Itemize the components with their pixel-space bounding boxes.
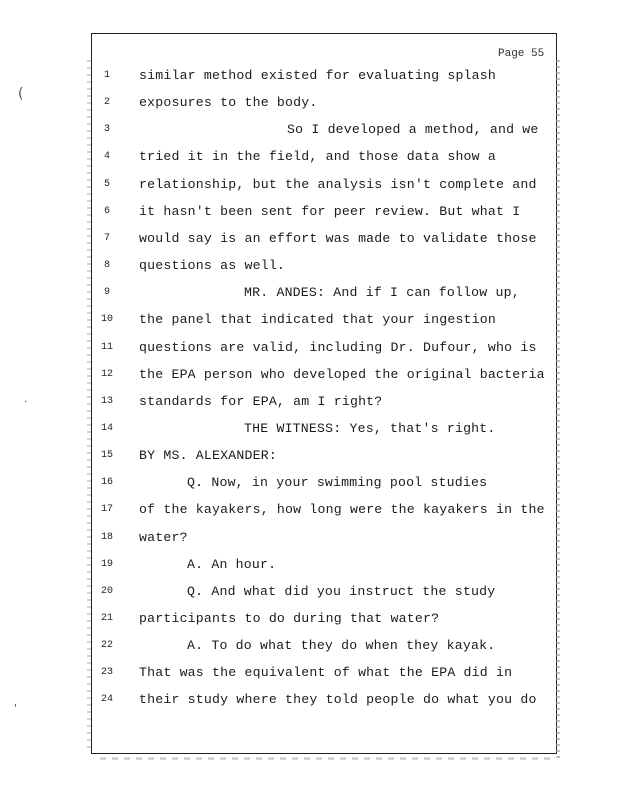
line-number: 11 bbox=[100, 341, 113, 353]
line-number: 4 bbox=[103, 151, 110, 163]
right-margin-dots bbox=[556, 60, 560, 760]
line-number: 12 bbox=[100, 368, 113, 380]
line-text: That was the equivalent of what the EPA did in bbox=[139, 665, 513, 681]
line-text: it hasn't been sent for peer review. But what I bbox=[139, 203, 521, 219]
line-number: 20 bbox=[100, 585, 113, 597]
line-number: 8 bbox=[103, 260, 110, 272]
line-text: BY MS. ALEXANDER: bbox=[139, 448, 277, 464]
line-number: 18 bbox=[100, 531, 113, 543]
line-text: questions as well. bbox=[139, 258, 286, 274]
margin-bracket-mark: ( bbox=[18, 86, 24, 102]
line-number: 17 bbox=[100, 504, 113, 516]
line-number: 15 bbox=[100, 450, 113, 462]
line-text: the EPA person who developed the original bacteria bbox=[139, 366, 545, 382]
line-text: would say is an effort was made to validate those bbox=[139, 230, 537, 246]
line-text: MR. ANDES: And if I can follow up, bbox=[244, 285, 520, 301]
line-text: relationship, but the analysis isn't complete and bbox=[139, 176, 537, 192]
line-text: of the kayakers, how long were the kayakers in the bbox=[139, 502, 545, 518]
line-text: water? bbox=[139, 529, 188, 545]
page-number: Page 55 bbox=[498, 48, 545, 60]
line-number: 6 bbox=[103, 205, 110, 217]
line-text: questions are valid, including Dr. Dufour, who is bbox=[139, 339, 537, 355]
line-number: 14 bbox=[100, 422, 113, 434]
line-text: the panel that indicated that your ingestion bbox=[139, 312, 497, 328]
line-text: participants to do during that water? bbox=[139, 611, 440, 626]
line-number: 3 bbox=[103, 124, 110, 136]
line-text: So I developed a method, and we bbox=[287, 122, 539, 138]
line-number: 23 bbox=[100, 667, 113, 679]
line-number: 1 bbox=[103, 70, 110, 81]
line-text: A. To do what they do when they kayak. bbox=[187, 638, 496, 654]
line-number: 13 bbox=[100, 395, 113, 407]
line-number: 16 bbox=[100, 477, 113, 489]
line-text: Q. And what did you instruct the study bbox=[187, 583, 496, 599]
line-number: 24 bbox=[100, 694, 113, 706]
line-number: 19 bbox=[100, 558, 113, 570]
line-number: 21 bbox=[100, 613, 113, 624]
line-number: 2 bbox=[103, 97, 110, 109]
line-text: Q. Now, in your swimming pool studies bbox=[187, 475, 488, 491]
line-text: A. An hour. bbox=[187, 556, 277, 572]
line-number: 10 bbox=[100, 314, 113, 326]
line-text: similar method existed for evaluating splash bbox=[139, 68, 497, 83]
line-number: 9 bbox=[103, 287, 110, 299]
line-text: their study where they told people do what you do bbox=[139, 692, 537, 708]
line-text: exposures to the body. bbox=[139, 95, 318, 111]
margin-dot-mark: . bbox=[24, 392, 28, 405]
line-number: 5 bbox=[103, 178, 110, 190]
line-number: 7 bbox=[103, 232, 110, 244]
line-text: THE WITNESS: Yes, that's right. bbox=[244, 420, 496, 436]
margin-tick-mark: ' bbox=[14, 702, 18, 715]
line-text: standards for EPA, am I right? bbox=[139, 393, 383, 409]
line-number: 22 bbox=[100, 640, 113, 652]
line-text: tried it in the field, and those data show a bbox=[139, 149, 497, 165]
left-margin-dots bbox=[87, 60, 91, 750]
bottom-scan-noise bbox=[100, 757, 550, 760]
